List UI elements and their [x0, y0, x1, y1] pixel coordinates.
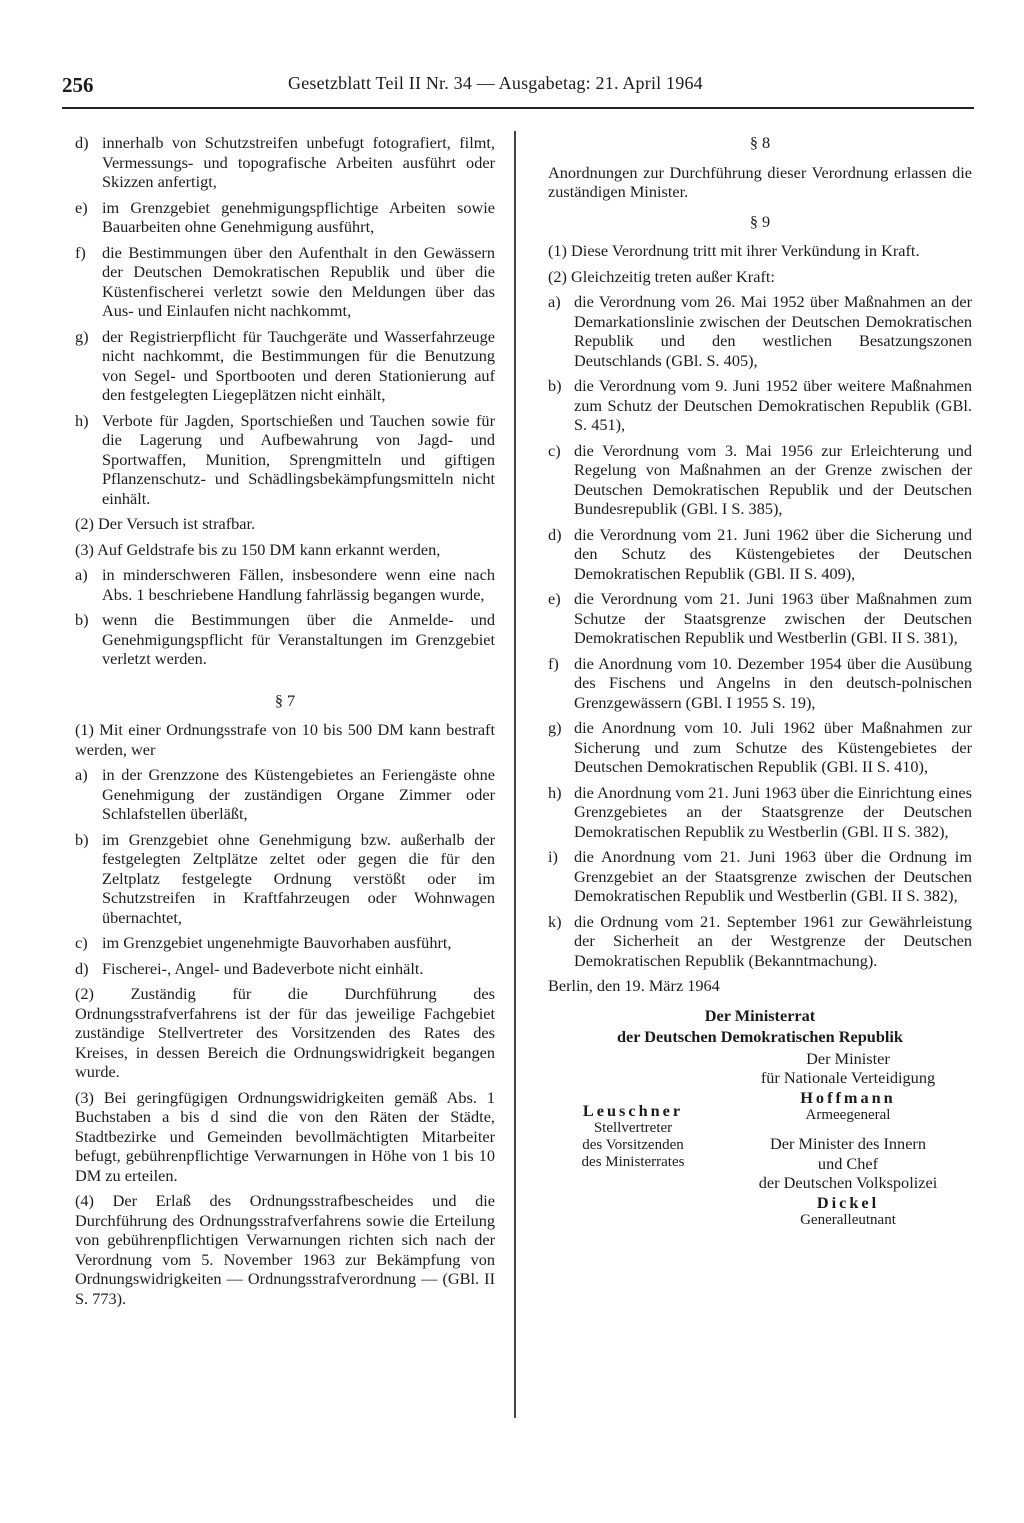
item-text: im Grenzgebiet genehmigungspflichtige Arbeiten sowie Bauarbeiten ohne Genehmigung ausführt,	[102, 197, 495, 236]
list-item	[75, 610, 495, 669]
item-text: die Verordnung vom 21. Juni 1963 über Maßnahmen zum Schutze der Staatsgrenze zwischen der Deutschen Demokratischen Republik und Westberlin (GBl. II S. 381),	[574, 589, 972, 647]
item-text: die Verordnung vom 9. Juni 1952 über weitere Maßnahmen zum Schutz der Deutschen Demokratischen Republik (GBl. S. 451),	[574, 376, 972, 434]
item-text: innerhalb von Schutzstreifen unbefugt fotografiert, filmt, Vermessungs- und topografische Arbeiten ausführt oder Skizzen anfertigt,	[102, 133, 495, 191]
paragraph-2: (2) Der Versuch ist strafbar.	[75, 514, 256, 533]
list-item	[548, 292, 972, 370]
item-text: in minderschweren Fällen, insbesondere wenn eine nach Abs. 1 beschriebene Handlung fahrlässig begangen wurde,	[102, 565, 495, 604]
column-divider	[514, 131, 516, 1418]
list-item	[75, 765, 495, 824]
list-item	[75, 830, 495, 928]
signatory-rank: Generalleutnant	[800, 1212, 896, 1228]
s7-paragraph-4: (4) Der Erlaß des Ordnungsstrafbescheides und die Durchführung des Ordnungsstrafverfahrens sowie die Erteilung von gebührenpflichtigen Verwarnungen richten sich nach der Verordnung vom 5. November 1963 zur Bekämpfung von Ordnungswidrigkeiten — Ordnungsstrafverordnung — (GBl. II S. 773).	[75, 1191, 495, 1308]
signatory-title: des Ministerrates	[581, 1154, 685, 1170]
item-marker: e)	[548, 589, 561, 608]
page-header	[62, 71, 974, 109]
signature-date: Berlin, den 19. März 1964	[548, 976, 720, 995]
s7-paragraph-1: (1) Mit einer Ordnungsstrafe von 10 bis 500 DM kann bestraft werden, wer	[75, 720, 495, 759]
item-marker: a)	[548, 292, 561, 311]
signatory-name: Leuschner	[582, 1100, 684, 1120]
item-marker: e)	[75, 197, 88, 217]
item-text: die Verordnung vom 3. Mai 1956 zur Erleichterung und Regelung von Maßnahmen an der Grenze zwischen der Deutschen Demokratischen Republik und der Deutschen Bundesrepublik (GBl. I S. 385),	[574, 440, 972, 518]
list-item	[75, 411, 495, 509]
item-text: Fischerei-, Angel- und Badeverbote nicht einhält.	[102, 958, 424, 978]
section-heading-9: § 9	[749, 211, 771, 231]
item-marker: a)	[75, 765, 88, 784]
list-item	[548, 589, 972, 648]
running-title: Gesetzblatt Teil II Nr. 34 — Ausgabetag: 21. April 1964	[288, 73, 703, 93]
item-text: die Verordnung vom 21. Juni 1962 über die Sicherung und den Schutz des Küstengebietes der Deutschen Demokratischen Republik (GBl. II S. 409),	[574, 524, 972, 583]
list-item	[75, 133, 495, 192]
item-marker: d)	[75, 958, 89, 978]
list-item	[75, 327, 495, 405]
item-marker: g)	[75, 326, 89, 346]
paragraph-3: (3) Auf Geldstrafe bis zu 150 DM kann erkannt werden,	[75, 539, 441, 559]
item-text: im Grenzgebiet ohne Genehmigung bzw. außerhalb der festgelegten Zeltplätze zeltet oder gegen die für den Zeltplatz festgelegte Ordnung verstößt oder im Schutzstreifen in Kraftfahrzeugen oder Wohnwagen übernachtet,	[102, 829, 495, 927]
signatory-title: Der Minister	[806, 1048, 890, 1068]
item-text: die Anordnung vom 10. Dezember 1954 über die Ausübung des Fischens und Angelns in den deutsch-polnischen Grenzgewässern (GBl. I 1955 S. 19),	[574, 653, 972, 712]
item-marker: b)	[75, 829, 89, 849]
item-text: im Grenzgebiet ungenehmigte Bauvorhaben ausführt,	[102, 933, 452, 952]
signatory-name: Dickel	[816, 1192, 880, 1212]
item-marker: d)	[548, 524, 562, 544]
right-column	[548, 133, 972, 1279]
list-item	[75, 198, 495, 237]
item-marker: c)	[75, 933, 88, 952]
signatory-title: Der Minister des Innern	[770, 1134, 926, 1153]
signatory-title: und Chef	[817, 1153, 879, 1173]
item-marker: d)	[75, 133, 89, 152]
item-text: die Anordnung vom 21. Juni 1963 über die Einrichtung eines Grenzgebietes an der Staatsgrenze der Deutschen Demokratischen Republik zu Westberlin (GBl. II S. 382),	[574, 782, 972, 841]
list-item	[548, 376, 972, 435]
signatory-title: der Deutschen Volkspolizei	[758, 1173, 938, 1192]
item-marker: h)	[75, 410, 89, 430]
item-marker: c)	[548, 440, 561, 460]
s9-paragraph-1: (1) Diese Verordnung tritt mit ihrer Verkündung in Kraft.	[548, 241, 920, 260]
list-item	[75, 565, 495, 604]
signatory-rank: Armeegeneral	[805, 1107, 891, 1123]
s8-paragraph-1: Anordnungen zur Durchführung dieser Verordnung erlassen die zuständigen Minister.	[548, 162, 972, 201]
page-number: 256	[62, 73, 94, 97]
signature-ministers	[724, 1049, 972, 1230]
council-line-2: der Deutschen Demokratischen Republik	[617, 1027, 903, 1046]
list-item	[548, 441, 972, 519]
item-text: die Anordnung vom 21. Juni 1963 über die Ordnung im Grenzgebiet an der Staatsgrenze zwischen der Deutschen Demokratischen Republik und Westberlin (GBl. II S. 382),	[574, 847, 972, 905]
list-item	[548, 912, 972, 971]
item-marker: k)	[548, 911, 562, 931]
list-item	[548, 847, 972, 906]
item-marker: f)	[75, 242, 86, 262]
item-marker: h)	[548, 782, 562, 802]
list-item	[75, 959, 495, 979]
item-marker: f)	[548, 653, 559, 673]
list-item	[548, 654, 972, 713]
item-text: die Bestimmungen über den Aufenthalt in den Gewässern der Deutschen Demokratischen Republik und über die Küstenfischerei verletzt sowie den Meldungen über das Aus- und Einlaufen nicht nachkommt,	[102, 242, 495, 320]
list-item	[548, 718, 972, 777]
item-text: die Verordnung vom 26. Mai 1952 über Maßnahmen an der Demarkationslinie zwischen der Deutschen Demokratischen Republik und den westlichen Besatzungszonen Deutschlands (GBl. S. 405),	[574, 292, 972, 370]
s7-paragraph-2: (2) Zuständig für die Durchführung des Ordnungsstrafverfahrens ist der für das jeweilige Fachgebiet zuständige Stellvertreter des Vorsitzenden des Rates des Kreises, in dessen Bereich die Ordnungswidrigkeit begangen wurde.	[75, 984, 495, 1081]
list-item	[75, 243, 495, 321]
section-heading-8: § 8	[749, 133, 771, 152]
signatory-title: Stellvertreter	[593, 1120, 673, 1136]
signatory-title: für Nationale Verteidigung	[760, 1068, 936, 1087]
s9-paragraph-2: (2) Gleichzeitig treten außer Kraft:	[548, 266, 775, 286]
council-line-1: Der Ministerrat	[704, 1005, 816, 1025]
signatory-name: Hoffmann	[800, 1087, 896, 1107]
left-column	[75, 133, 495, 1314]
item-text: die Anordnung vom 10. Juli 1962 über Maßnahmen zur Sicherung und zum Schutze des Küstengebietes der Deutschen Demokratischen Republik (GBl. II S. 410),	[574, 718, 972, 776]
section-heading-7: § 7	[274, 690, 296, 710]
item-marker: i)	[548, 847, 558, 866]
item-text: der Registrierpflicht für Tauchgeräte und Wasserfahrzeuge nicht nachkommt, die Bestimmungen für die Benutzung von Segel- und Sportbooten und deren Stationierung auf den festgelegten Liegeplätzen nicht einhält,	[102, 326, 495, 404]
item-text: in der Grenzzone des Küstengebietes an Feriengäste ohne Genehmigung der zuständigen Organe Zimmer oder Schlafstellen überläßt,	[102, 765, 495, 823]
signatory-title: des Vorsitzenden	[582, 1137, 684, 1153]
signature-block	[548, 1049, 972, 1279]
item-marker: b)	[75, 610, 89, 629]
item-marker: a)	[75, 565, 88, 584]
item-text: Verbote für Jagden, Sportschießen und Tauchen sowie für die Lagerung und Aufbewahrung von Jagd- und Sportwaffen, Munition, Sprengmitteln und giftigen Pflanzenschutz- und Schädlingsbekämpfungsmitteln nicht einhält.	[102, 410, 495, 508]
item-text: die Ordnung vom 21. September 1961 zur Gewährleistung der Sicherheit an der Westgrenze der Deutschen Demokratischen Republik (Bekanntmachung).	[574, 911, 972, 970]
item-text: wenn die Bestimmungen über die Anmelde- und Genehmigungspflicht für Veranstaltungen im Grenzgebiet verletzt werden.	[102, 610, 495, 668]
item-marker: b)	[548, 376, 562, 395]
signature-leuschner	[548, 1101, 718, 1172]
list-item	[75, 933, 495, 953]
s7-paragraph-3: (3) Bei geringfügigen Ordnungswidrigkeiten gemäß Abs. 1 Buchstaben a bis d sind die von den Räten der Städte, Stadtbezirke und Gemeinden bevollmächtigten Mitarbeiter befugt, gebührenpflichtige Verwarnungen in Höhe von 1 bis 10 DM zu erteilen.	[75, 1087, 495, 1185]
list-item	[548, 783, 972, 842]
item-marker: g)	[548, 718, 562, 737]
list-item	[548, 525, 972, 584]
